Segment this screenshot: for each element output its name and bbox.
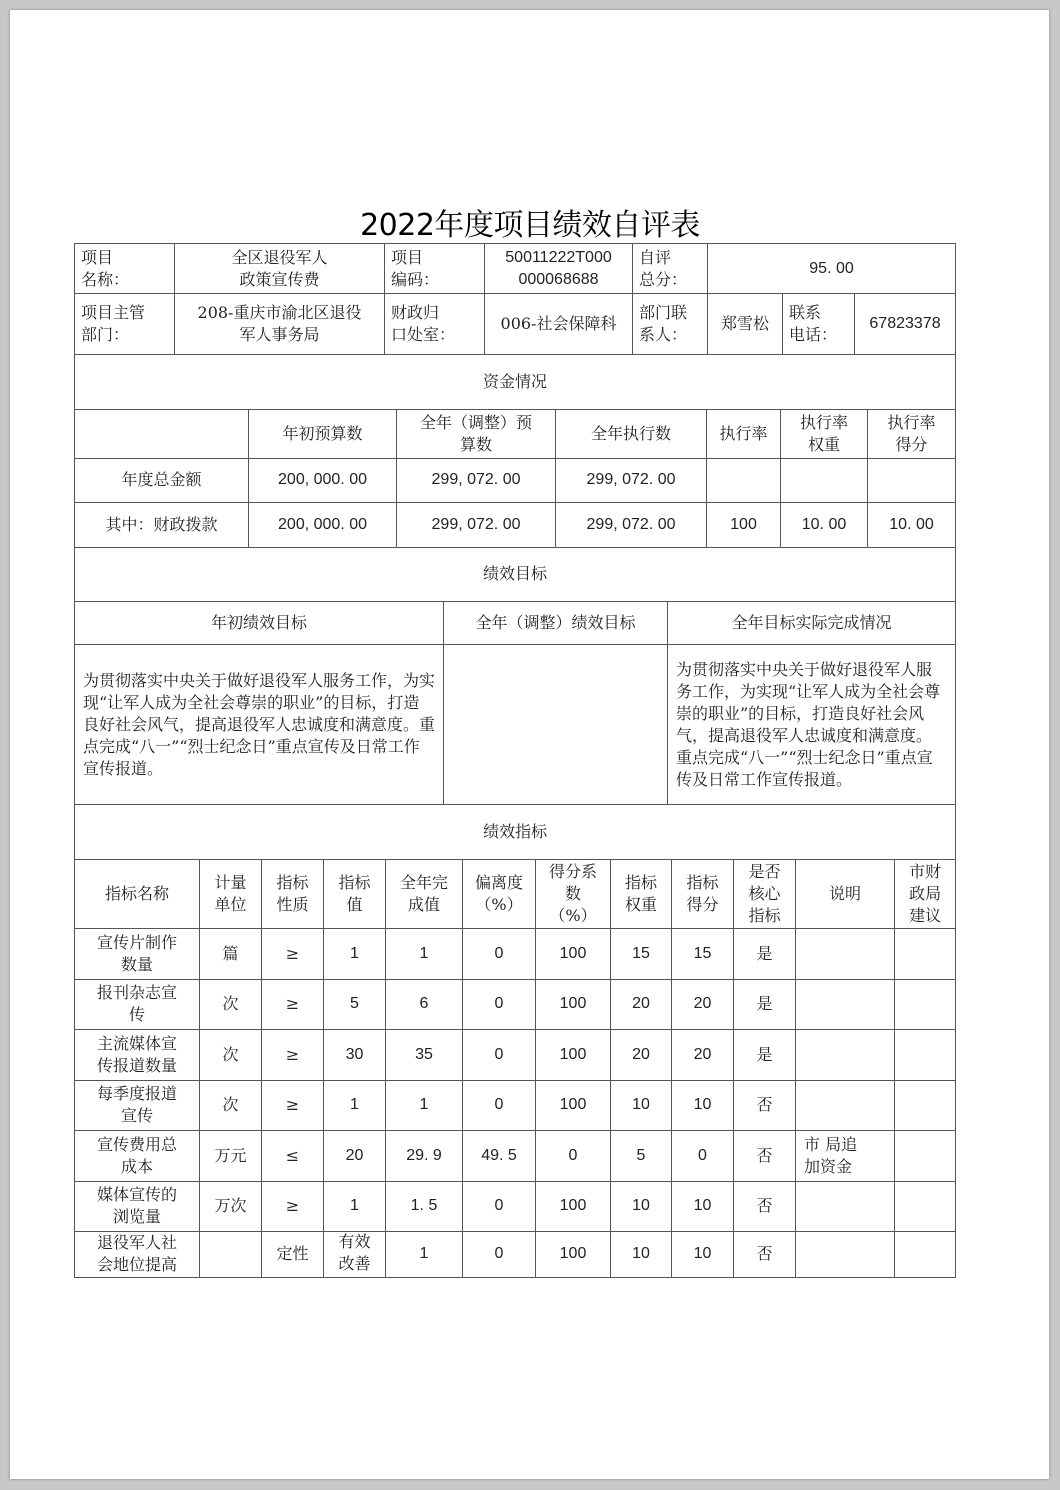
ind-cell-note	[796, 979, 895, 1029]
ind-cell-name: 媒体宣传的 浏览量	[75, 1181, 200, 1231]
ind-cell-actual: 1	[386, 928, 463, 979]
funds-cell-exec-score: 10. 00	[868, 502, 956, 547]
indicators-section-title: 绩效指标	[75, 805, 956, 859]
ind-header-score-coef: 得分系 数 （%）	[536, 859, 611, 928]
ind-cell-score-coef: 0	[536, 1130, 611, 1181]
ind-cell-score-coef: 100	[536, 1231, 611, 1277]
ind-cell-unit: 次	[200, 1080, 262, 1130]
ind-cell-deviation: 0	[463, 1080, 536, 1130]
ind-cell-target: 30	[324, 1029, 386, 1080]
funds-header-adjusted-budget: 全年（调整）预 算数	[397, 409, 556, 458]
ind-cell-core: 是	[734, 928, 796, 979]
ind-cell-score-coef: 100	[536, 1029, 611, 1080]
project-name-value: 全区退役军人 政策宣传费	[175, 244, 385, 294]
funds-cell-exec-score	[868, 458, 956, 502]
funds-cell-executed: 299, 072. 00	[556, 458, 707, 502]
ind-cell-weight: 20	[611, 979, 672, 1029]
ind-cell-actual: 1. 5	[386, 1181, 463, 1231]
ind-cell-target: 20	[324, 1130, 386, 1181]
ind-cell-note	[796, 1080, 895, 1130]
ind-cell-deviation: 0	[463, 1029, 536, 1080]
ind-cell-unit	[200, 1231, 262, 1277]
ind-cell-target: 1	[324, 1080, 386, 1130]
ind-cell-suggestion	[895, 1080, 956, 1130]
ind-header-weight: 指标 权重	[611, 859, 672, 928]
phone-label: 联系 电话：	[783, 294, 855, 355]
ind-cell-core: 是	[734, 979, 796, 1029]
ind-cell-score: 10	[672, 1231, 734, 1277]
ind-cell-nature: ≥	[262, 1181, 324, 1231]
ind-cell-weight: 10	[611, 1080, 672, 1130]
ind-cell-name: 宣传费用总 成本	[75, 1130, 200, 1181]
funds-cell-label: 年度总金额	[75, 458, 249, 502]
phone-value: 67823378	[855, 294, 956, 355]
ind-cell-nature: ≥	[262, 928, 324, 979]
project-name-label: 项目 名称：	[75, 244, 175, 294]
ind-header-nature: 指标 性质	[262, 859, 324, 928]
ind-header-note: 说明	[796, 859, 895, 928]
contact-label: 部门联 系人：	[633, 294, 708, 355]
funds-cell-exec-rate: 100	[707, 502, 781, 547]
funds-cell-initial-budget: 200, 000. 00	[249, 458, 397, 502]
ind-cell-score-coef: 100	[536, 1080, 611, 1130]
ind-header-core: 是否 核心 指标	[734, 859, 796, 928]
ind-cell-score: 10	[672, 1080, 734, 1130]
ind-cell-note: 市 局追 加资金	[796, 1130, 895, 1181]
ind-cell-actual: 29. 9	[386, 1130, 463, 1181]
ind-cell-note	[796, 928, 895, 979]
ind-cell-weight: 20	[611, 1029, 672, 1080]
ind-cell-unit: 万元	[200, 1130, 262, 1181]
ind-cell-score: 0	[672, 1130, 734, 1181]
funds-cell-adjusted-budget: 299, 072. 00	[397, 502, 556, 547]
funds-table	[74, 355, 956, 548]
project-code-value: 50011222T000 000068688	[485, 244, 633, 294]
goals-section-title: 绩效目标	[75, 548, 956, 602]
ind-cell-score-coef: 100	[536, 979, 611, 1029]
ind-cell-unit: 次	[200, 979, 262, 1029]
ind-cell-deviation: 0	[463, 979, 536, 1029]
ind-cell-score: 15	[672, 928, 734, 979]
ind-cell-note	[796, 1231, 895, 1277]
ind-cell-suggestion	[895, 1181, 956, 1231]
goal-initial-text: 为贯彻落实中央关于做好退役军人服务工作，为实现“让军人成为全社会尊崇的职业”的目标，打造良好社会风气，提高退役军人忠诚度和满意度。重点完成“八一”“烈士纪念日”重点宣传及日常工作宣传报道。	[75, 645, 444, 805]
ind-cell-nature: ≥	[262, 1080, 324, 1130]
ind-cell-weight: 5	[611, 1130, 672, 1181]
indicator-row	[75, 1080, 956, 1130]
goal-actual-text: 为贯彻落实中央关于做好退役军人服务工作，为实现“让军人成为全社会尊崇的职业”的目标，打造良好社会风气，提高退役军人忠诚度和满意度。重点完成“八一”“烈士纪念日”重点宣传及日常工作宣传报道。	[668, 645, 956, 805]
ind-cell-deviation: 0	[463, 1181, 536, 1231]
ind-cell-unit: 万次	[200, 1181, 262, 1231]
funds-header-initial-budget: 年初预算数	[249, 409, 397, 458]
project-code-label: 项目 编码：	[385, 244, 485, 294]
indicator-row	[75, 1130, 956, 1181]
ind-cell-core: 否	[734, 1231, 796, 1277]
goals-header-adjusted: 全年（调整）绩效目标	[444, 602, 668, 645]
ind-header-actual: 全年完 成值	[386, 859, 463, 928]
funds-header-executed: 全年执行数	[556, 409, 707, 458]
ind-cell-score: 20	[672, 1029, 734, 1080]
funds-cell-exec-weight: 10. 00	[781, 502, 868, 547]
ind-cell-target: 1	[324, 928, 386, 979]
ind-cell-unit: 次	[200, 1029, 262, 1080]
ind-cell-note	[796, 1029, 895, 1080]
ind-cell-suggestion	[895, 979, 956, 1029]
ind-cell-score-coef: 100	[536, 928, 611, 979]
self-eval-score: 95. 00	[708, 244, 956, 294]
funds-row-total	[75, 458, 956, 502]
funds-header-exec-score: 执行率 得分	[868, 409, 956, 458]
ind-cell-actual: 35	[386, 1029, 463, 1080]
funds-cell-exec-weight	[781, 458, 868, 502]
ind-header-suggestion: 市财 政局 建议	[895, 859, 956, 928]
ind-header-deviation: 偏离度 （%）	[463, 859, 536, 928]
ind-cell-core: 否	[734, 1181, 796, 1231]
funds-row-fiscal	[75, 502, 956, 547]
ind-cell-core: 否	[734, 1080, 796, 1130]
ind-cell-note	[796, 1181, 895, 1231]
evaluation-form	[74, 243, 955, 1278]
ind-cell-target: 1	[324, 1181, 386, 1231]
indicator-row	[75, 928, 956, 979]
ind-cell-suggestion	[895, 1231, 956, 1277]
ind-cell-name: 退役军人社 会地位提高	[75, 1231, 200, 1277]
ind-cell-core: 是	[734, 1029, 796, 1080]
ind-cell-target: 有效 改善	[324, 1231, 386, 1277]
ind-cell-nature: ≥	[262, 979, 324, 1029]
goals-table	[74, 548, 956, 806]
ind-cell-unit: 篇	[200, 928, 262, 979]
funds-header-blank	[75, 409, 249, 458]
funds-cell-executed: 299, 072. 00	[556, 502, 707, 547]
ind-header-unit: 计量 单位	[200, 859, 262, 928]
ind-cell-score: 10	[672, 1181, 734, 1231]
ind-cell-name: 每季度报道 宣传	[75, 1080, 200, 1130]
ind-cell-target: 5	[324, 979, 386, 1029]
ind-cell-suggestion	[895, 928, 956, 979]
finance-office-value: 006-社会保障科	[485, 294, 633, 355]
funds-section-title: 资金情况	[75, 355, 956, 409]
indicator-row	[75, 1029, 956, 1080]
ind-cell-name: 主流媒体宣 传报道数量	[75, 1029, 200, 1080]
funds-cell-adjusted-budget: 299, 072. 00	[397, 458, 556, 502]
goals-header-initial: 年初绩效目标	[75, 602, 444, 645]
ind-cell-weight: 15	[611, 928, 672, 979]
indicators-table	[74, 805, 956, 1278]
self-eval-label: 自评 总分：	[633, 244, 708, 294]
ind-cell-name: 报刊杂志宣 传	[75, 979, 200, 1029]
ind-cell-actual: 1	[386, 1231, 463, 1277]
indicators-header-row	[75, 859, 956, 928]
dept-value: 208-重庆市渝北区退役 军人事务局	[175, 294, 385, 355]
indicator-row	[75, 1181, 956, 1231]
ind-header-target: 指标 值	[324, 859, 386, 928]
ind-cell-suggestion	[895, 1029, 956, 1080]
goals-header-actual: 全年目标实际完成情况	[668, 602, 956, 645]
ind-cell-score: 20	[672, 979, 734, 1029]
ind-cell-deviation: 49. 5	[463, 1130, 536, 1181]
ind-cell-score-coef: 100	[536, 1181, 611, 1231]
ind-cell-name: 宣传片制作 数量	[75, 928, 200, 979]
finance-office-label: 财政归 口处室：	[385, 294, 485, 355]
ind-cell-actual: 6	[386, 979, 463, 1029]
indicator-row	[75, 1231, 956, 1277]
ind-header-name: 指标名称	[75, 859, 200, 928]
dept-label: 项目主管 部门：	[75, 294, 175, 355]
ind-cell-suggestion	[895, 1130, 956, 1181]
contact-value: 郑雪松	[708, 294, 783, 355]
indicator-row	[75, 979, 956, 1029]
ind-header-score: 指标 得分	[672, 859, 734, 928]
funds-header-exec-weight: 执行率 权重	[781, 409, 868, 458]
funds-header-exec-rate: 执行率	[707, 409, 781, 458]
ind-cell-core: 否	[734, 1130, 796, 1181]
funds-cell-label: 其中：财政拨款	[75, 502, 249, 547]
goal-adjusted-text	[444, 645, 668, 805]
ind-cell-actual: 1	[386, 1080, 463, 1130]
funds-header-row	[75, 409, 956, 458]
ind-cell-weight: 10	[611, 1181, 672, 1231]
ind-cell-nature: ≤	[262, 1130, 324, 1181]
funds-cell-initial-budget: 200, 000. 00	[249, 502, 397, 547]
project-info-table	[74, 243, 956, 355]
ind-cell-deviation: 0	[463, 928, 536, 979]
ind-cell-nature: ≥	[262, 1029, 324, 1080]
ind-cell-deviation: 0	[463, 1231, 536, 1277]
ind-cell-nature: 定性	[262, 1231, 324, 1277]
ind-cell-weight: 10	[611, 1231, 672, 1277]
funds-cell-exec-rate	[707, 458, 781, 502]
document-title: 2022年度项目绩效自评表	[360, 208, 700, 243]
